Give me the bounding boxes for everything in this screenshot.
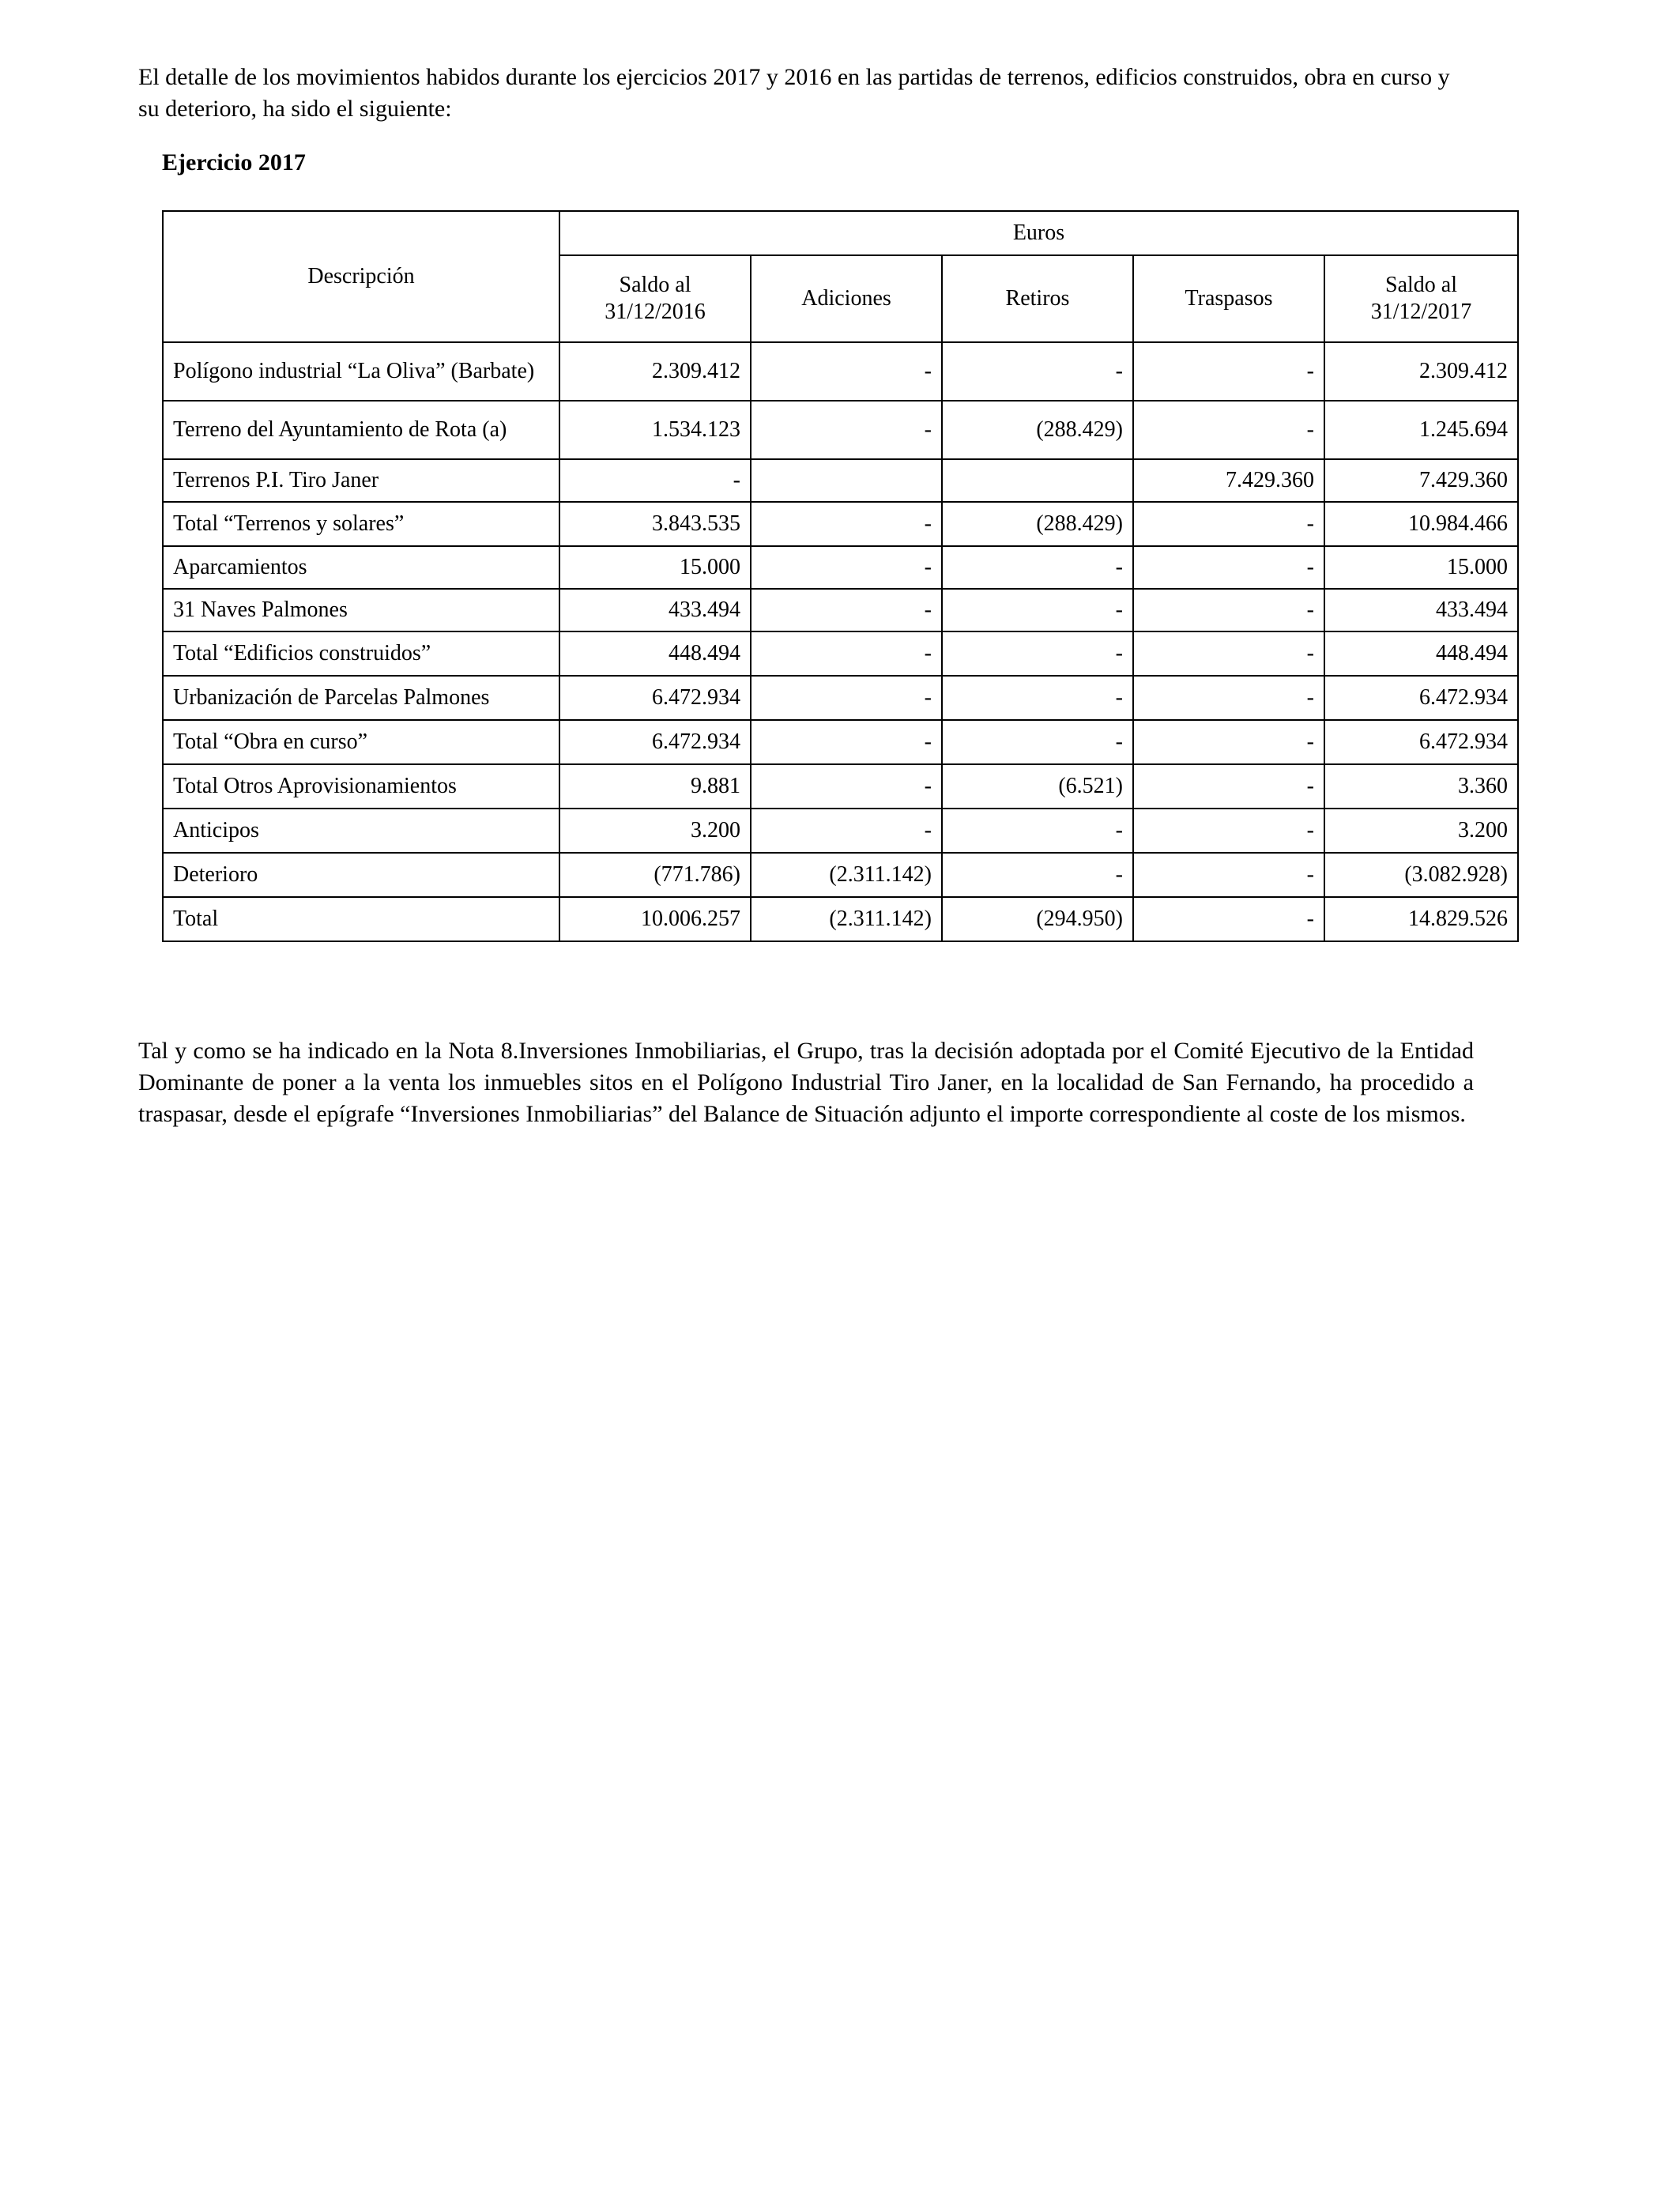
- cell-value: -: [1133, 853, 1324, 897]
- cell-value: -: [942, 342, 1133, 401]
- row-label: Polígono industrial “La Oliva” (Barbate): [163, 342, 559, 401]
- table-row: [163, 676, 1518, 720]
- table-row: [163, 459, 1518, 502]
- cell-value: -: [942, 676, 1133, 720]
- cell-value: -: [1133, 589, 1324, 631]
- cell-value: -: [751, 631, 942, 676]
- row-label: Terrenos P.I. Tiro Janer: [163, 459, 559, 502]
- movements-table: [162, 210, 1519, 942]
- cell-value: 2.309.412: [1324, 342, 1518, 401]
- cell-value: 448.494: [559, 631, 751, 676]
- row-label: Total: [163, 897, 559, 941]
- cell-value: (6.521): [942, 764, 1133, 809]
- cell-value: -: [751, 764, 942, 809]
- table-row-grand-total: [163, 897, 1518, 941]
- row-label: Urbanización de Parcelas Palmones: [163, 676, 559, 720]
- cell-value: 433.494: [1324, 589, 1518, 631]
- cell-value: -: [751, 401, 942, 459]
- cell-value: (288.429): [942, 502, 1133, 546]
- header-col-adiciones: Adiciones: [751, 255, 942, 342]
- cell-value: -: [1133, 342, 1324, 401]
- cell-value: 14.829.526: [1324, 897, 1518, 941]
- cell-value: 3.360: [1324, 764, 1518, 809]
- cell-value: -: [751, 809, 942, 853]
- row-label: Total “Terrenos y solares”: [163, 502, 559, 546]
- cell-value: 3.843.535: [559, 502, 751, 546]
- row-label: Terreno del Ayuntamiento de Rota (a): [163, 401, 559, 459]
- row-label: Total “Obra en curso”: [163, 720, 559, 764]
- table-row: [163, 401, 1518, 459]
- cell-value: 3.200: [559, 809, 751, 853]
- cell-value: -: [1133, 809, 1324, 853]
- row-label: Anticipos: [163, 809, 559, 853]
- row-label: Deterioro: [163, 853, 559, 897]
- cell-value: 3.200: [1324, 809, 1518, 853]
- cell-value: 6.472.934: [559, 676, 751, 720]
- cell-value: 448.494: [1324, 631, 1518, 676]
- cell-value: (2.311.142): [751, 853, 942, 897]
- closing-paragraph: Tal y como se ha indicado en la Nota 8.Inversiones Inmobiliarias, el Grupo, tras la decisión adoptada por el Comité Ejecutivo de la Entidad Dominante de poner a la venta los inmuebles sitos en el Polígono Industrial Tiro Janer, en la localidad de San Fernando, ha procedido a traspasar, desde el epígrafe “Inversiones Inmobiliarias” del Balance de Situación adjunto el importe correspondiente al coste de los mismos.: [138, 1038, 1474, 1127]
- cell-value: 6.472.934: [559, 720, 751, 764]
- header-col-saldo-2016: Saldo al 31/12/2016: [559, 255, 751, 342]
- cell-value: 7.429.360: [1324, 459, 1518, 502]
- cell-value: (2.311.142): [751, 897, 942, 941]
- header-col-saldo-2017: Saldo al 31/12/2017: [1324, 255, 1518, 342]
- cell-value: -: [559, 459, 751, 502]
- cell-value: (771.786): [559, 853, 751, 897]
- cell-value: -: [1133, 764, 1324, 809]
- cell-value: (288.429): [942, 401, 1133, 459]
- table-row: [163, 342, 1518, 401]
- cell-value: 7.429.360: [1133, 459, 1324, 502]
- table-row-total: [163, 720, 1518, 764]
- header-euros: Euros: [559, 211, 1518, 255]
- cell-value: -: [942, 720, 1133, 764]
- cell-value: [751, 459, 942, 502]
- cell-value: -: [1133, 401, 1324, 459]
- cell-value: -: [751, 502, 942, 546]
- cell-value: -: [942, 589, 1133, 631]
- row-label: Total Otros Aprovisionamientos: [163, 764, 559, 809]
- cell-value: 9.881: [559, 764, 751, 809]
- row-label: 31 Naves Palmones: [163, 589, 559, 631]
- table-row: [163, 853, 1518, 897]
- table-row-total: [163, 502, 1518, 546]
- cell-value: -: [751, 546, 942, 589]
- cell-value: -: [1133, 720, 1324, 764]
- table-row: [163, 809, 1518, 853]
- intro-paragraph: El detalle de los movimientos habidos durante los ejercicios 2017 y 2016 en las partidas de terrenos, edificios construidos, obra en curso y su deterioro, ha sido el siguiente:: [138, 64, 1450, 122]
- cell-value: 6.472.934: [1324, 676, 1518, 720]
- cell-value: 6.472.934: [1324, 720, 1518, 764]
- cell-value: -: [1133, 897, 1324, 941]
- cell-value: -: [1133, 502, 1324, 546]
- cell-value: 15.000: [1324, 546, 1518, 589]
- cell-value: 10.006.257: [559, 897, 751, 941]
- table-row: [163, 764, 1518, 809]
- cell-value: -: [751, 342, 942, 401]
- cell-value: -: [942, 631, 1133, 676]
- cell-value: -: [942, 546, 1133, 589]
- section-title: Ejercicio 2017: [162, 149, 306, 175]
- cell-value: -: [751, 589, 942, 631]
- cell-value: 10.984.466: [1324, 502, 1518, 546]
- table-row: [163, 589, 1518, 631]
- cell-value: -: [1133, 676, 1324, 720]
- cell-value: -: [751, 720, 942, 764]
- cell-value: 1.245.694: [1324, 401, 1518, 459]
- cell-value: -: [1133, 631, 1324, 676]
- header-col-traspasos: Traspasos: [1133, 255, 1324, 342]
- cell-value: [942, 459, 1133, 502]
- cell-value: 2.309.412: [559, 342, 751, 401]
- cell-value: (3.082.928): [1324, 853, 1518, 897]
- table-row-total: [163, 631, 1518, 676]
- cell-value: -: [1133, 546, 1324, 589]
- header-col-retiros: Retiros: [942, 255, 1133, 342]
- row-label: Total “Edificios construidos”: [163, 631, 559, 676]
- cell-value: -: [942, 809, 1133, 853]
- header-description: Descripción: [163, 211, 559, 342]
- table-row: [163, 546, 1518, 589]
- cell-value: (294.950): [942, 897, 1133, 941]
- cell-value: 15.000: [559, 546, 751, 589]
- cell-value: -: [751, 676, 942, 720]
- cell-value: 1.534.123: [559, 401, 751, 459]
- cell-value: 433.494: [559, 589, 751, 631]
- cell-value: -: [942, 853, 1133, 897]
- row-label: Aparcamientos: [163, 546, 559, 589]
